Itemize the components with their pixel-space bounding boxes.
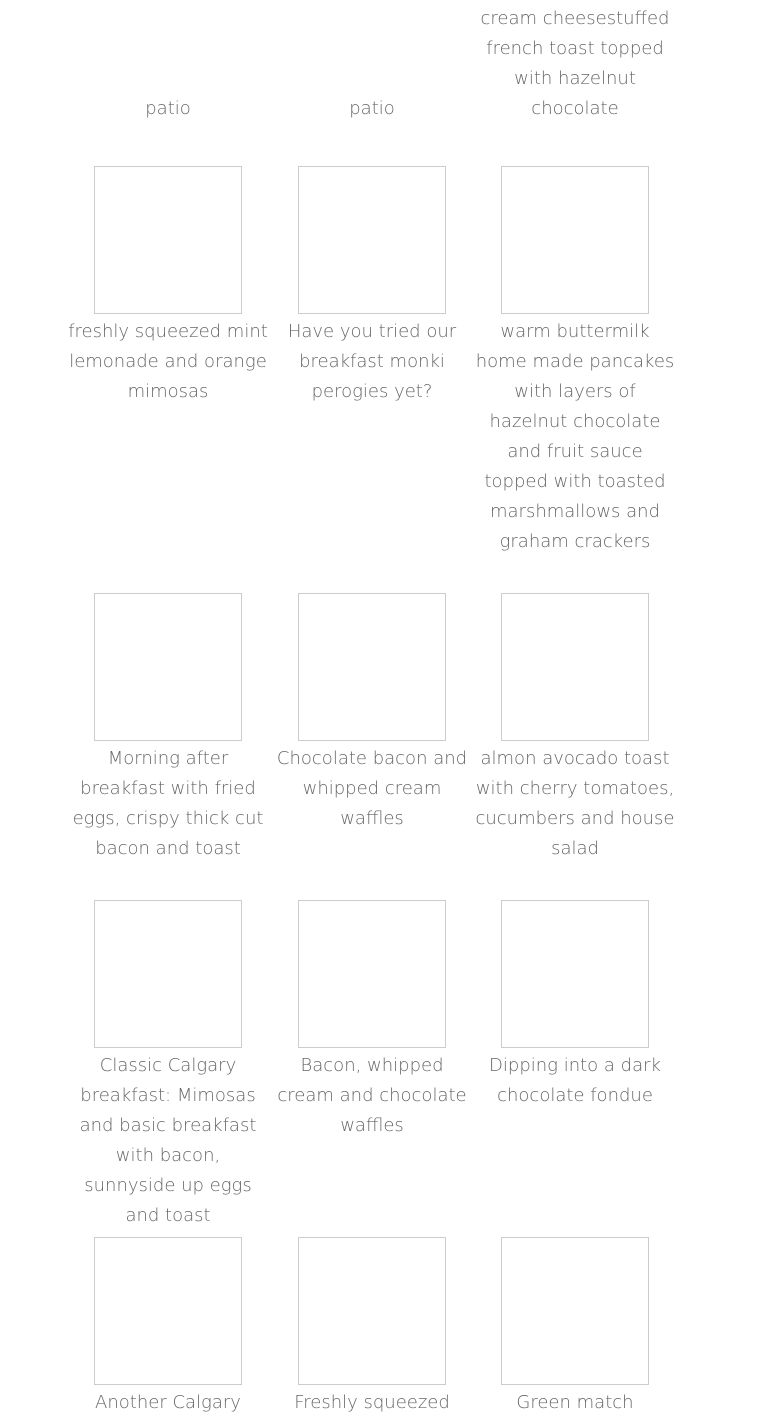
gallery-item[interactable]	[272, 1237, 472, 1418]
gallery-thumbnail[interactable]	[501, 593, 649, 741]
gallery-thumbnail[interactable]	[298, 1237, 446, 1385]
gallery-item[interactable]	[68, 593, 268, 864]
gallery-thumbnail[interactable]	[501, 166, 649, 314]
gallery-thumbnail[interactable]	[298, 900, 446, 1048]
gallery-caption: Chocolate bacon and whipped cream waffles	[276, 748, 468, 829]
gallery-caption: Green match	[516, 1392, 634, 1413]
gallery-item[interactable]	[475, 1237, 675, 1418]
gallery-item[interactable]	[68, 94, 268, 124]
gallery-caption: Have you tried our breakfast monki perogies yet?	[287, 321, 457, 402]
gallery-item[interactable]	[68, 1237, 268, 1418]
gallery-item[interactable]	[272, 593, 472, 834]
gallery-caption: almon avocado toast with cherry tomatoes, cucumbers and house salad	[475, 748, 675, 859]
gallery-thumbnail[interactable]	[94, 166, 242, 314]
gallery-thumbnail[interactable]	[501, 1237, 649, 1385]
gallery-item[interactable]	[68, 900, 268, 1231]
gallery-caption: Another Calgary	[95, 1392, 241, 1413]
gallery-item[interactable]	[475, 0, 675, 124]
gallery-item[interactable]	[68, 166, 268, 407]
gallery-item[interactable]	[475, 593, 675, 864]
gallery-thumbnail[interactable]	[298, 593, 446, 741]
gallery-caption: warm buttermilk home made pancakes with layers of hazelnut chocolate and fruit sauce topped with toasted marshmallows and graham crackers	[475, 321, 675, 552]
gallery-item[interactable]	[272, 166, 472, 407]
gallery-caption: patio	[349, 98, 395, 119]
gallery-item[interactable]	[475, 900, 675, 1111]
gallery-thumbnail[interactable]	[298, 166, 446, 314]
gallery-item[interactable]	[475, 166, 675, 557]
gallery-caption: Morning after breakfast with fried eggs, crispy thick cut bacon and toast	[72, 748, 264, 859]
gallery-caption: patio	[145, 98, 191, 119]
gallery-thumbnail[interactable]	[501, 900, 649, 1048]
gallery-caption: Bacon, whipped cream and chocolate waffles	[277, 1055, 467, 1136]
gallery-caption: Freshly squeezed	[294, 1392, 450, 1413]
gallery-caption: cream cheesestuffed french toast topped with hazelnut chocolate	[480, 8, 670, 119]
gallery-item[interactable]	[272, 94, 472, 124]
gallery-thumbnail[interactable]	[94, 1237, 242, 1385]
gallery-thumbnail[interactable]	[94, 593, 242, 741]
gallery-caption: freshly squeezed mint lemonade and orange mimosas	[68, 321, 268, 402]
gallery-caption: Dipping into a dark chocolate fondue	[489, 1055, 661, 1106]
gallery-caption: Classic Calgary breakfast: Mimosas and basic breakfast with bacon, sunnyside up eggs and toast	[79, 1055, 257, 1226]
gallery-item[interactable]	[272, 900, 472, 1141]
gallery-thumbnail[interactable]	[94, 900, 242, 1048]
